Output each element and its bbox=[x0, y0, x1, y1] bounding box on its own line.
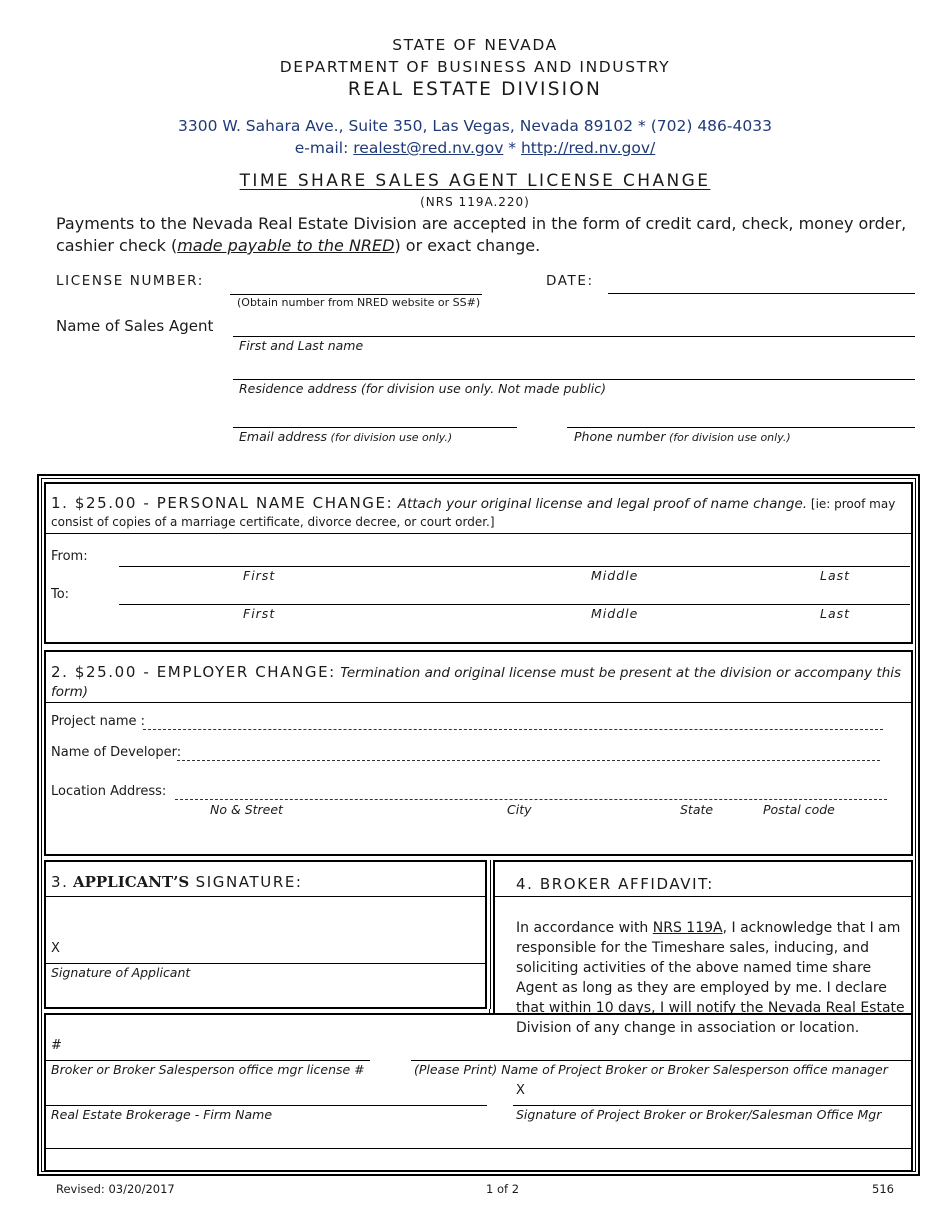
to-name-field[interactable] bbox=[119, 604, 910, 605]
residence-caption-main: Residence address bbox=[239, 381, 357, 396]
section-3-heading bbox=[51, 873, 303, 891]
from-first-caption: First bbox=[243, 568, 276, 583]
header-state: STATE OF NEVADA bbox=[392, 36, 558, 54]
revised-date: Revised: 03/20/2017 bbox=[56, 1182, 175, 1196]
section-2-divider bbox=[46, 702, 911, 703]
from-last-caption: Last bbox=[820, 568, 851, 583]
date-label: DATE: bbox=[546, 273, 594, 289]
email-caption-note: (for division use only.) bbox=[327, 431, 453, 444]
section-1-note-2: consist of copies of a marriage certificate, divorce decree, or court order.] bbox=[51, 515, 495, 529]
license-number-label: LICENSE NUMBER: bbox=[56, 273, 204, 289]
payment-text-line-1: Payments to the Nevada Real Estate Division are accepted in the form of credit card, check, money order, bbox=[56, 214, 907, 233]
broker-license-hash: # bbox=[51, 1038, 62, 1053]
sales-agent-name-field[interactable] bbox=[233, 336, 915, 337]
broker-license-field[interactable] bbox=[46, 1060, 370, 1061]
state-caption: State bbox=[680, 802, 714, 817]
residence-caption-note: (for division use only. Not made public) bbox=[356, 381, 606, 396]
phone-number-caption bbox=[574, 429, 791, 444]
broker-x-mark: X bbox=[516, 1083, 525, 1098]
section-3-title-bold: APPLICANT’S bbox=[72, 873, 190, 891]
project-name-field[interactable] bbox=[143, 729, 883, 730]
to-last-caption: Last bbox=[820, 606, 851, 621]
section-1-note-1: [ie: proof may bbox=[807, 497, 896, 511]
location-address-field[interactable] bbox=[175, 799, 887, 800]
section-4-title: 4. BROKER AFFIDAVIT: bbox=[516, 875, 714, 893]
header-address: 3300 W. Sahara Ave., Suite 350, Las Vegas, Nevada 89102 * (702) 486-4033 bbox=[178, 117, 772, 135]
first-last-name-caption: First and Last name bbox=[239, 338, 364, 353]
section-4-bottom-divider bbox=[46, 1148, 911, 1149]
license-number-hint: (Obtain number from NRED website or SS#) bbox=[237, 296, 481, 309]
broker-signature-field[interactable] bbox=[513, 1105, 911, 1106]
section-4-join bbox=[489, 1009, 490, 1015]
affidavit-text-1: In accordance with bbox=[516, 920, 653, 936]
developer-name-label: Name of Developer: bbox=[51, 745, 182, 760]
phone-caption-note: (for division use only.) bbox=[665, 431, 791, 444]
form-number: 516 bbox=[872, 1182, 894, 1196]
section-3-outer-edge bbox=[490, 860, 491, 1009]
to-middle-caption: Middle bbox=[591, 606, 639, 621]
section-2-heading bbox=[51, 663, 901, 681]
broker-name-caption: (Please Print) Name of Project Broker or Broker Salesperson office manager bbox=[414, 1062, 888, 1077]
phone-caption-main: Phone number bbox=[574, 429, 666, 444]
email-address-field[interactable] bbox=[233, 427, 517, 428]
location-address-label: Location Address: bbox=[51, 784, 167, 799]
broker-name-field[interactable] bbox=[411, 1060, 911, 1061]
header-contact bbox=[0, 139, 950, 157]
firm-name-field[interactable] bbox=[46, 1105, 487, 1106]
section-3-divider bbox=[46, 896, 485, 897]
header-division: REAL ESTATE DIVISION bbox=[347, 79, 603, 100]
to-label: To: bbox=[51, 587, 70, 602]
section-1-heading bbox=[51, 494, 895, 512]
email-address-caption bbox=[239, 429, 452, 444]
form-title: TIME SHARE SALES AGENT LICENSE CHANGE bbox=[239, 171, 711, 191]
section-1-title: 1. $25.00 - PERSONAL NAME CHANGE: bbox=[51, 494, 394, 512]
broker-license-caption: Broker or Broker Salesperson office mgr license # bbox=[51, 1062, 365, 1077]
payment-text-2a: cashier check ( bbox=[56, 236, 178, 255]
statute-reference: (NRS 119A.220) bbox=[420, 195, 530, 209]
section-1-instruction: Attach your original license and legal proof of name change. bbox=[397, 496, 808, 512]
payment-text-payable: made payable to the NRED bbox=[177, 236, 395, 255]
section-2-title: 2. $25.00 - EMPLOYER CHANGE: bbox=[51, 663, 336, 681]
residence-address-caption bbox=[239, 381, 606, 396]
firm-name-caption: Real Estate Brokerage - Firm Name bbox=[51, 1107, 273, 1122]
postal-code-caption: Postal code bbox=[763, 802, 835, 817]
sales-agent-name-label: Name of Sales Agent bbox=[56, 317, 214, 335]
applicant-signature-field[interactable] bbox=[46, 963, 485, 964]
email-caption-main: Email address bbox=[239, 429, 328, 444]
section-1-divider bbox=[46, 533, 911, 534]
developer-name-field[interactable] bbox=[177, 760, 880, 761]
applicant-signature-caption: Signature of Applicant bbox=[51, 965, 191, 980]
email-link[interactable]: realest@red.nv.gov bbox=[353, 139, 504, 157]
license-number-field[interactable] bbox=[230, 294, 482, 295]
section-3-title-rest: SIGNATURE: bbox=[189, 873, 303, 891]
project-name-label: Project name : bbox=[51, 714, 145, 729]
email-prefix: e-mail: bbox=[294, 139, 354, 157]
applicant-x-mark: X bbox=[51, 941, 60, 956]
city-caption: City bbox=[507, 802, 532, 817]
broker-signature-caption: Signature of Project Broker or Broker/Salesman Office Mgr bbox=[516, 1107, 882, 1122]
header-department: DEPARTMENT OF BUSINESS AND INDUSTRY bbox=[279, 58, 671, 76]
section-4-divider bbox=[495, 896, 911, 897]
page-number: 1 of 2 bbox=[486, 1182, 520, 1196]
affidavit-statute: NRS 119A bbox=[652, 920, 723, 936]
from-middle-caption: Middle bbox=[591, 568, 639, 583]
residence-address-field[interactable] bbox=[233, 379, 915, 380]
to-first-caption: First bbox=[243, 606, 276, 621]
from-label: From: bbox=[51, 549, 88, 564]
section-2-instruction-2: form) bbox=[51, 684, 88, 700]
payment-text-line-2 bbox=[56, 236, 540, 255]
contact-separator: * bbox=[503, 139, 521, 157]
section-2-instruction-1: Termination and original license must be present at the division or accompany this bbox=[340, 665, 902, 681]
payment-text-2c: ) or exact change. bbox=[394, 236, 541, 255]
phone-number-field[interactable] bbox=[567, 427, 915, 428]
from-name-field[interactable] bbox=[119, 566, 910, 567]
website-link[interactable]: http://red.nv.gov/ bbox=[520, 139, 656, 157]
date-field[interactable] bbox=[608, 293, 915, 294]
affidavit-text-2: , I acknowledge that I am responsible for the Timeshare sales, inducing, and soliciting activities of the above named time share Agent as long as they are employed by me. I declare that within 10 days, I will notify the Nevada Real Estate Division of any change in association or location. bbox=[516, 920, 905, 1036]
section-3-number: 3. bbox=[51, 873, 69, 891]
street-caption: No & Street bbox=[210, 802, 283, 817]
